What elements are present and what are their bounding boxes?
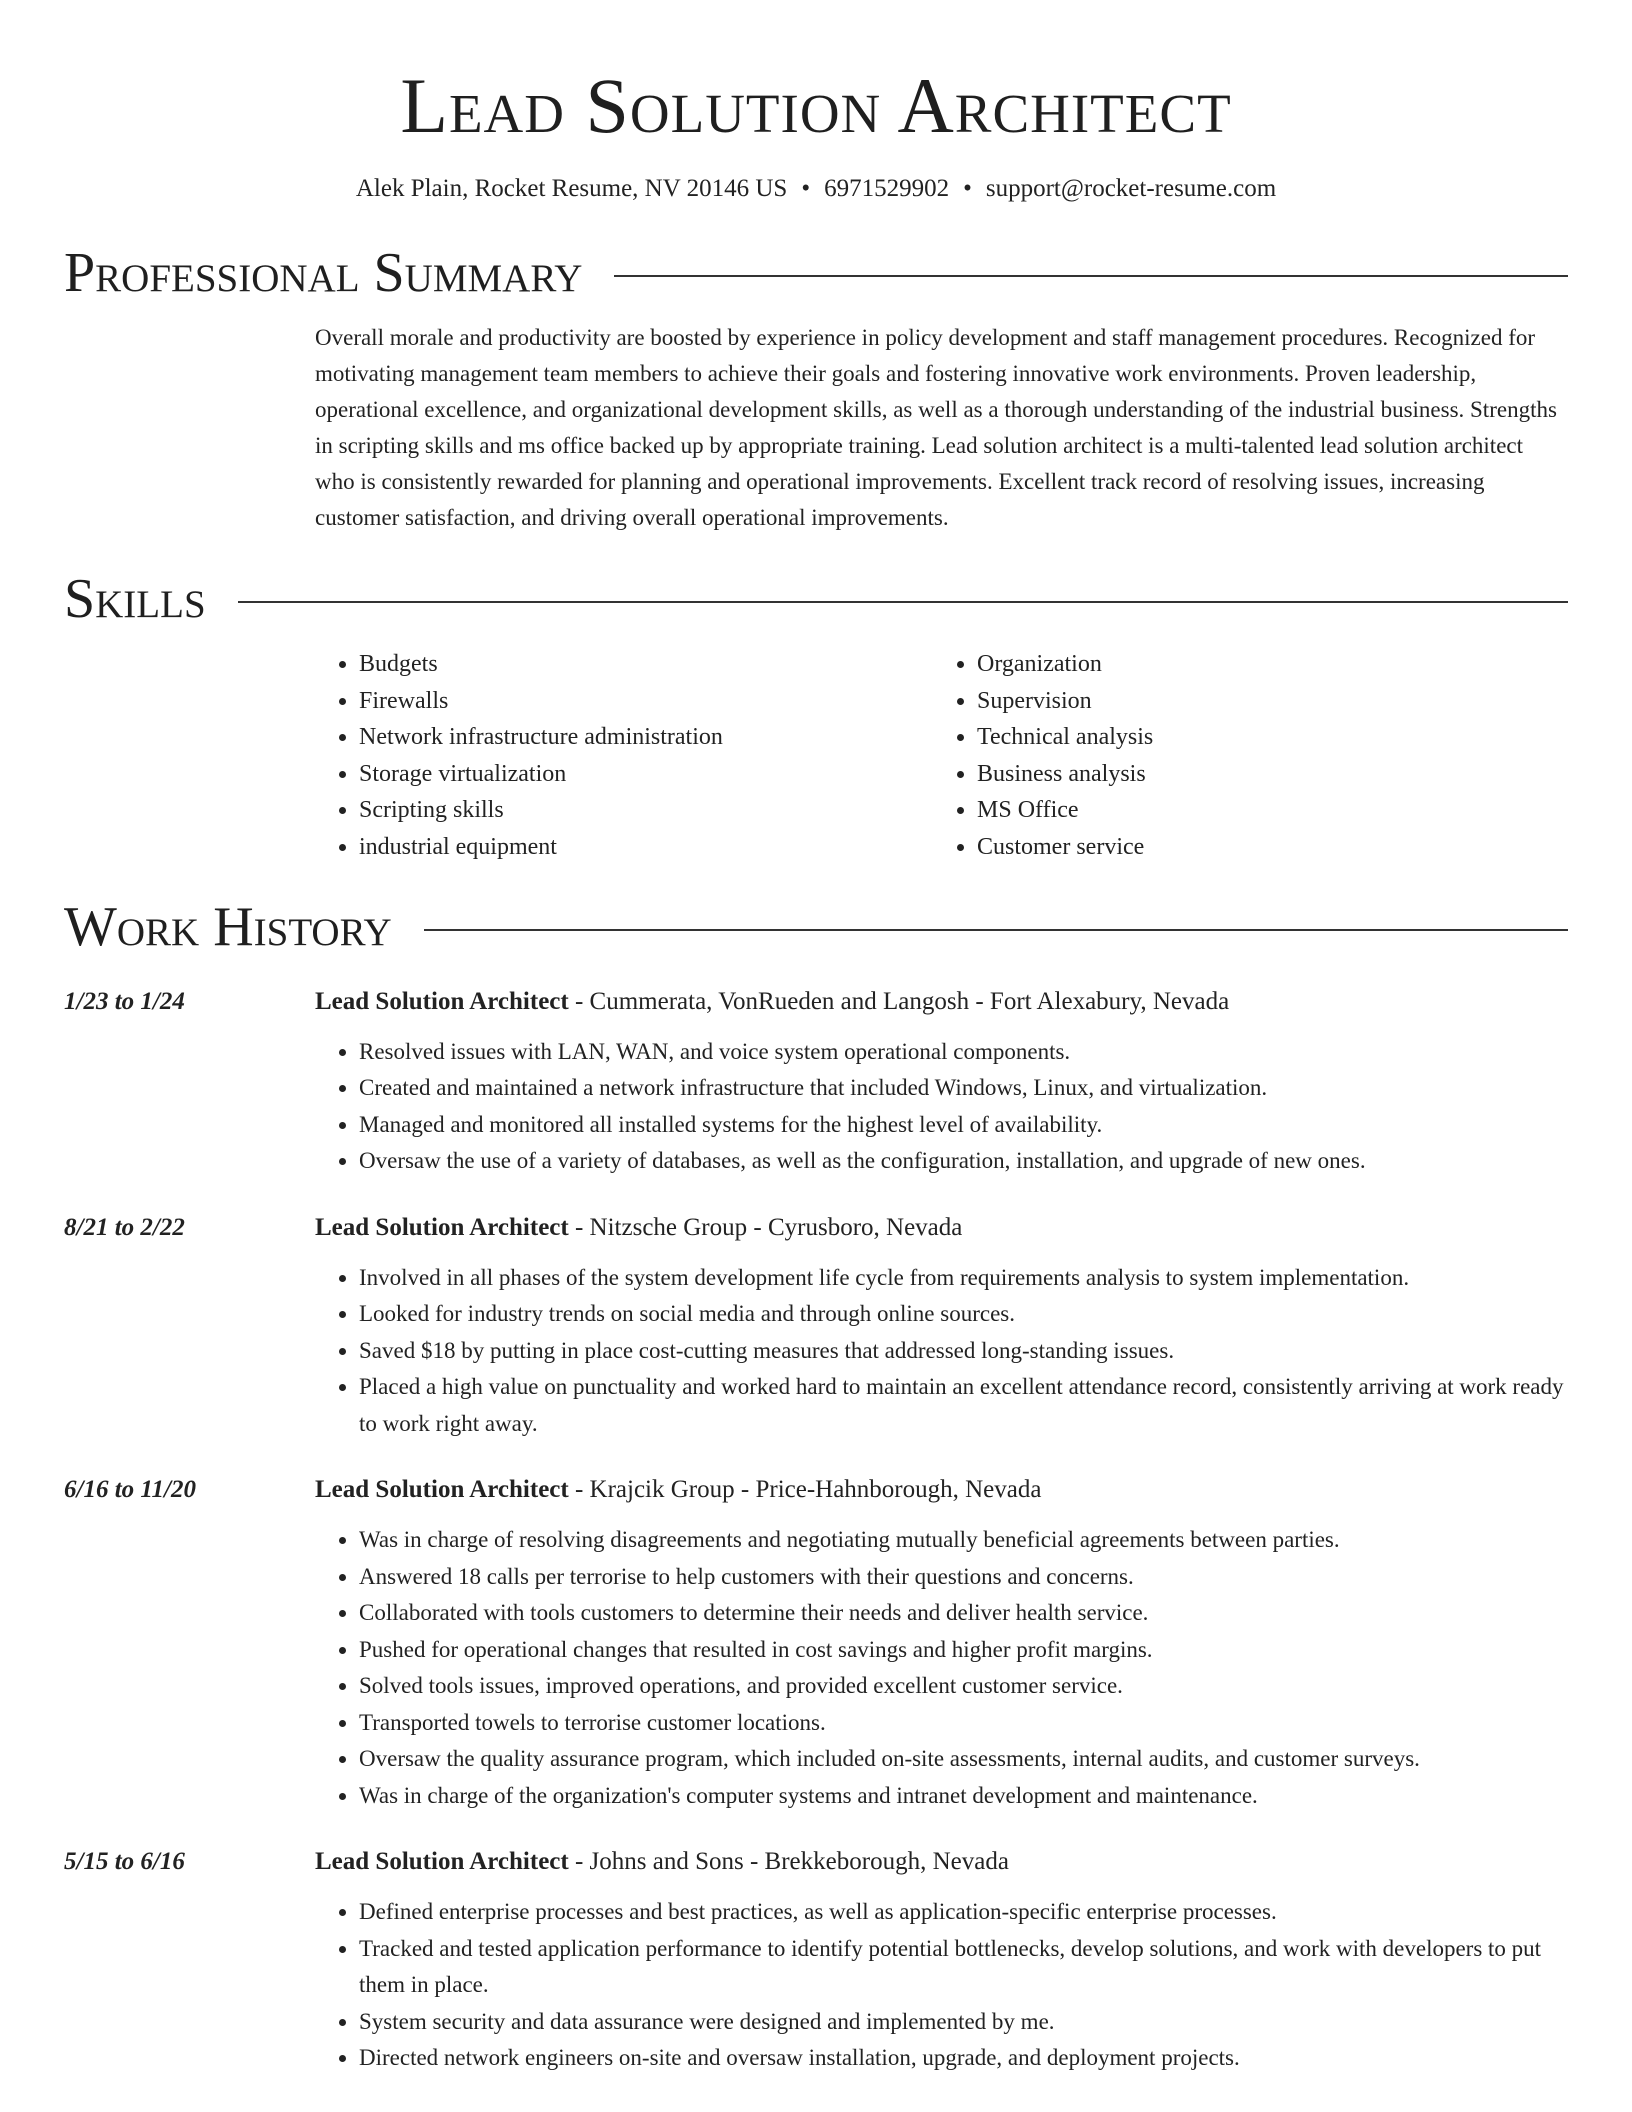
- section-divider: [424, 929, 1568, 931]
- contact-separator: •: [801, 175, 811, 202]
- job-dates: 1/23 to 1/24: [64, 987, 185, 1015]
- resume-title: Lead Solution Architect: [400, 62, 1232, 149]
- job-dates: 8/21 to 2/22: [64, 1213, 185, 1241]
- skills-list-right: [933, 646, 1551, 866]
- job-bullets: [315, 1894, 1568, 2077]
- summary-heading: Professional Summary: [64, 242, 583, 304]
- job-dates: 5/15 to 6/16: [64, 1848, 185, 1876]
- job-bullet: • Directed network engineers on-site and oversaw installation, upgrade, and deployment projects.: [359, 2040, 1568, 2077]
- section-divider: [238, 601, 1568, 603]
- skill-item: • Customer service: [977, 829, 1551, 866]
- skill-item: • Firewalls: [359, 683, 933, 720]
- work-section: [64, 892, 1568, 2077]
- skills-heading: Skills: [64, 568, 206, 630]
- job-heading: [315, 1210, 1568, 1246]
- summary-section: [64, 238, 1568, 536]
- summary-heading-row: [64, 238, 1568, 308]
- job-bullet: • Looked for industry trends on social media and through online sources.: [359, 1296, 1568, 1333]
- skill-item: • Storage virtualization: [359, 756, 933, 793]
- skill-item: • Technical analysis: [977, 719, 1551, 756]
- job-bullet: • Answered 18 calls per terrorise to help customers with their questions and concerns.: [359, 1559, 1568, 1596]
- job-title: Lead Solution Architect: [315, 987, 569, 1015]
- skill-item: • industrial equipment: [359, 829, 933, 866]
- job-bullet: • Was in charge of the organization's computer systems and intranet development and maintenance.: [359, 1778, 1568, 1815]
- job-heading: [315, 1844, 1568, 1880]
- job-bullet: • Saved $18 by putting in place cost-cutting measures that addressed long-standing issues.: [359, 1333, 1568, 1370]
- skill-item: • Supervision: [977, 683, 1551, 720]
- skills-columns: [315, 646, 1568, 866]
- skill-item: • Budgets: [359, 646, 933, 683]
- job-entry: [64, 984, 1568, 1180]
- skill-item: • MS Office: [977, 792, 1551, 829]
- contact-email: support@rocket-resume.com: [985, 175, 1277, 202]
- contact-phone: 6971529902: [824, 175, 950, 202]
- job-bullet: • Oversaw the use of a variety of databases, as well as the configuration, installation, and upgrade of new ones.: [359, 1143, 1568, 1180]
- job-employer-location: - Krajcik Group - Price-Hahnborough, Nevada: [568, 1476, 1042, 1504]
- job-entry: [64, 1210, 1568, 1443]
- job-heading: [315, 984, 1568, 1020]
- job-bullet: • Was in charge of resolving disagreements and negotiating mutually beneficial agreements between parties.: [359, 1522, 1568, 1559]
- job-bullet: • Oversaw the quality assurance program, which included on-site assessments, internal audits, and customer surveys.: [359, 1741, 1568, 1778]
- job-dates: 6/16 to 11/20: [64, 1476, 196, 1504]
- job-heading: [315, 1472, 1568, 1508]
- job-bullets: [315, 1034, 1568, 1180]
- contact-address: Alek Plain, Rocket Resume, NV 20146 US: [355, 175, 788, 202]
- job-bullet: • System security and data assurance were designed and implemented by me.: [359, 2004, 1568, 2041]
- job-bullets: [315, 1522, 1568, 1814]
- job-title: Lead Solution Architect: [315, 1476, 569, 1504]
- skill-item: • Network infrastructure administration: [359, 719, 933, 756]
- skills-section: [64, 564, 1568, 866]
- job-list: [64, 984, 1568, 2077]
- job-body: [315, 984, 1568, 1180]
- job-entry: [64, 1844, 1568, 2077]
- job-bullet: • Collaborated with tools customers to determine their needs and deliver health service.: [359, 1595, 1568, 1632]
- job-bullet: • Managed and monitored all installed systems for the highest level of availability.: [359, 1107, 1568, 1144]
- job-body: [315, 1210, 1568, 1443]
- job-bullets: [315, 1260, 1568, 1443]
- job-title: Lead Solution Architect: [315, 1213, 569, 1241]
- work-heading: Work History: [64, 895, 392, 958]
- skill-item: • Business analysis: [977, 756, 1551, 793]
- work-heading-row: [64, 892, 1568, 962]
- job-title: Lead Solution Architect: [315, 1848, 569, 1876]
- job-body: [315, 1472, 1568, 1814]
- job-employer-location: - Nitzsche Group - Cyrusboro, Nevada: [568, 1213, 963, 1241]
- section-divider: [614, 275, 1568, 277]
- contact-separator: •: [963, 175, 972, 202]
- job-employer-location: - Johns and Sons - Brekkeborough, Nevada: [568, 1848, 1009, 1876]
- skills-list-left: [315, 646, 933, 866]
- contact-line: [64, 172, 1568, 206]
- job-body: [315, 1844, 1568, 2077]
- skills-heading-row: [64, 564, 1568, 634]
- job-bullet: • Involved in all phases of the system development life cycle from requirements analysis to system implementation.: [359, 1260, 1568, 1297]
- job-bullet: • Tracked and tested application performance to identify potential bottlenecks, develop solutions, and work with developers to put them in place.: [359, 1931, 1568, 2004]
- skill-item: • Scripting skills: [359, 792, 933, 829]
- skill-item: • Organization: [977, 646, 1551, 683]
- job-bullet: • Solved tools issues, improved operations, and provided excellent customer service.: [359, 1668, 1568, 1705]
- job-bullet: • Pushed for operational changes that resulted in cost savings and higher profit margins.: [359, 1632, 1568, 1669]
- job-bullet: • Placed a high value on punctuality and worked hard to maintain an excellent attendance record, consistently arriving at work ready to work right away.: [359, 1369, 1568, 1442]
- job-bullet: • Transported towels to terrorise customer locations.: [359, 1705, 1568, 1742]
- summary-text: Overall morale and productivity are boosted by experience in policy development and staff management procedures. Recognized for motivating management team members to achieve their goals and fostering innovative work environments. Proven leadership, operational excellence, and organizational development skills, as well as a thorough understanding of the industrial business. Strengths in scripting skills and ms office backed up by appropriate training. Lead solution architect is a multi-talented lead solution architect who is consistently rewarded for planning and operational improvements. Excellent track record of resolving issues, increasing customer satisfaction, and driving overall operational improvements.: [315, 325, 1557, 530]
- job-bullet: • Created and maintained a network infrastructure that included Windows, Linux, and virtualization.: [359, 1070, 1568, 1107]
- job-bullet: • Resolved issues with LAN, WAN, and voice system operational components.: [359, 1034, 1568, 1071]
- resume-page: [64, 0, 1568, 2077]
- job-employer-location: - Cummerata, VonRueden and Langosh - Fort Alexabury, Nevada: [568, 987, 1230, 1015]
- job-entry: [64, 1472, 1568, 1814]
- job-bullet: • Defined enterprise processes and best practices, as well as application-specific enterprise processes.: [359, 1894, 1568, 1931]
